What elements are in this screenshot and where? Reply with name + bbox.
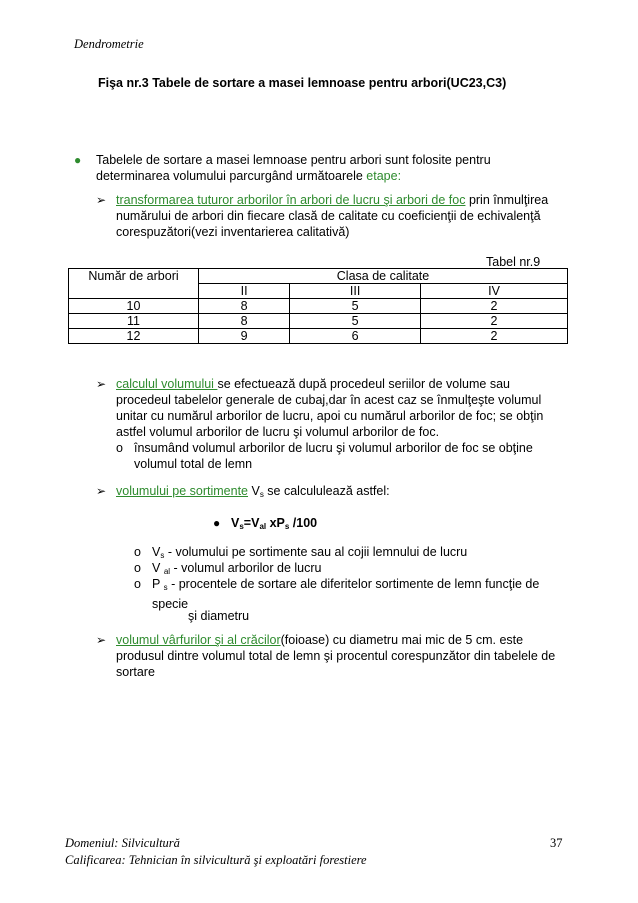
step-4-paragraph bbox=[116, 632, 572, 680]
arrow-bullet-icon: ➢ bbox=[96, 633, 107, 647]
def-marker: o bbox=[134, 577, 141, 591]
header-quality-class: Clasa de calitate bbox=[199, 269, 568, 284]
table-cell: 2 bbox=[421, 299, 568, 314]
formula-ps-sub: s bbox=[284, 522, 290, 531]
step-1-link[interactable]: transformarea tuturor arborilor în arbori de lucru şi arbori de foc bbox=[116, 193, 466, 207]
running-header: Dendrometrie bbox=[74, 37, 144, 51]
def-symbol: V bbox=[152, 561, 164, 575]
step-4-text: (foioase) cu diametru mai mic de 5 cm. este produsul dintre volumul total de lemn şi procentul corespunzător din tabelele de sortare bbox=[116, 633, 556, 679]
table-cell: 12 bbox=[69, 329, 199, 344]
step-3-paragraph bbox=[116, 483, 566, 503]
table-cell: 5 bbox=[290, 299, 421, 314]
step-1-paragraph bbox=[116, 192, 566, 240]
def-symbol: V bbox=[152, 545, 161, 559]
def-text: - volumul arborilor de lucru bbox=[170, 561, 322, 575]
intro-etape: etape: bbox=[366, 169, 402, 183]
formula-v-sub: s bbox=[239, 522, 244, 531]
intro-text: Tabelele de sortare a masei lemnoase pentru arbori sunt folosite pentru determinarea volumului parcurgând următoarele bbox=[96, 153, 491, 183]
table-cell: 2 bbox=[421, 329, 568, 344]
formula-eq: =V bbox=[243, 516, 260, 530]
table-cell: 10 bbox=[69, 299, 199, 314]
table-cell: 6 bbox=[290, 329, 421, 344]
step-3-v-sub: s bbox=[259, 490, 264, 499]
footer-domain: Domeniul: Silvicultură bbox=[65, 836, 180, 850]
arrow-bullet-icon: ➢ bbox=[96, 193, 107, 207]
table-cell: 11 bbox=[69, 314, 199, 329]
class-header-iii: III bbox=[290, 284, 421, 299]
def-text: - volumului pe sortimente sau al cojii lemnului de lucru bbox=[164, 545, 468, 559]
arrow-bullet-icon: ➢ bbox=[96, 377, 107, 391]
step-2-sub-text: însumând volumul arborilor de lucru şi volumul arborilor de foc se obţine volumul total de lemn bbox=[134, 441, 533, 471]
table-cell: 2 bbox=[421, 314, 568, 329]
table-row bbox=[69, 329, 568, 344]
step-3-link[interactable]: volumului pe sortimente bbox=[116, 484, 249, 498]
def-marker: o bbox=[134, 561, 141, 575]
def-text: - procentele de sortare ale diferitelor sortimente de lemn funcţie de specie bbox=[152, 577, 540, 611]
step-3-text: se calcululează astfel: bbox=[263, 484, 390, 498]
step-4-link[interactable]: volumul vârfurilor şi al crăcilor bbox=[116, 633, 281, 647]
class-header-iv: IV bbox=[421, 284, 568, 299]
table-cell: 9 bbox=[199, 329, 290, 344]
def-symbol: P bbox=[152, 577, 164, 591]
table-row bbox=[69, 314, 568, 329]
def-diameter: şi diametru bbox=[188, 609, 250, 623]
page-title: Fişa nr.3 Tabele de sortare a masei lemnoase pentru arbori(UC23,C3) bbox=[98, 76, 507, 90]
def-marker: o bbox=[134, 545, 141, 559]
formula bbox=[231, 515, 317, 535]
step-1-text: prin înmulţirea numărului de arbori din fiecare clasă de calitate cu coeficienţii de echivalenţă corespuzători(vezi inventarierea calitativă) bbox=[116, 193, 549, 239]
intro-paragraph bbox=[96, 152, 536, 184]
table-header-row bbox=[69, 269, 568, 284]
def-symbol-sub: s bbox=[163, 583, 168, 592]
class-header-ii: II bbox=[199, 284, 290, 299]
table-caption: Tabel nr.9 bbox=[486, 255, 541, 269]
step-2-text: se efectuează după procedeul seriilor de volume sau procedeul tabelelor generale de cubaj,dar în acest caz se înmulţeşte volumul unitar cu numărul arborilor de lucru, apoi cu numărul arborilor de foc; se obţin astfel volumul arborilor de lucru şi volumul arborilor de foc. bbox=[116, 377, 544, 439]
table-cell: 5 bbox=[290, 314, 421, 329]
def-symbol-sub: al bbox=[163, 567, 171, 576]
def-ps bbox=[152, 576, 572, 612]
formula-xp: xP bbox=[266, 516, 285, 530]
sub-bullet-marker: o bbox=[116, 441, 123, 455]
step-2-link[interactable]: calculul volumului bbox=[116, 377, 218, 391]
step-2-paragraph bbox=[116, 376, 566, 440]
bullet-dot-icon: ● bbox=[74, 153, 82, 167]
formula-tail: /100 bbox=[289, 516, 318, 530]
step-3-v: V bbox=[248, 484, 260, 498]
table-row bbox=[69, 299, 568, 314]
formula-v: V bbox=[231, 516, 240, 530]
bullet-dot-icon: ● bbox=[213, 516, 221, 530]
table-cell: 8 bbox=[199, 299, 290, 314]
def-symbol-sub: s bbox=[160, 551, 165, 560]
table-cell: 8 bbox=[199, 314, 290, 329]
footer-qualification: Calificarea: Tehnician în silvicultură şi exploatări forestiere bbox=[65, 853, 367, 867]
formula-al-sub: al bbox=[259, 522, 267, 531]
page-number: 37 bbox=[550, 836, 563, 850]
sorting-table bbox=[68, 268, 568, 344]
arrow-bullet-icon: ➢ bbox=[96, 484, 107, 498]
header-number-of-trees: Număr de arbori bbox=[69, 269, 199, 299]
